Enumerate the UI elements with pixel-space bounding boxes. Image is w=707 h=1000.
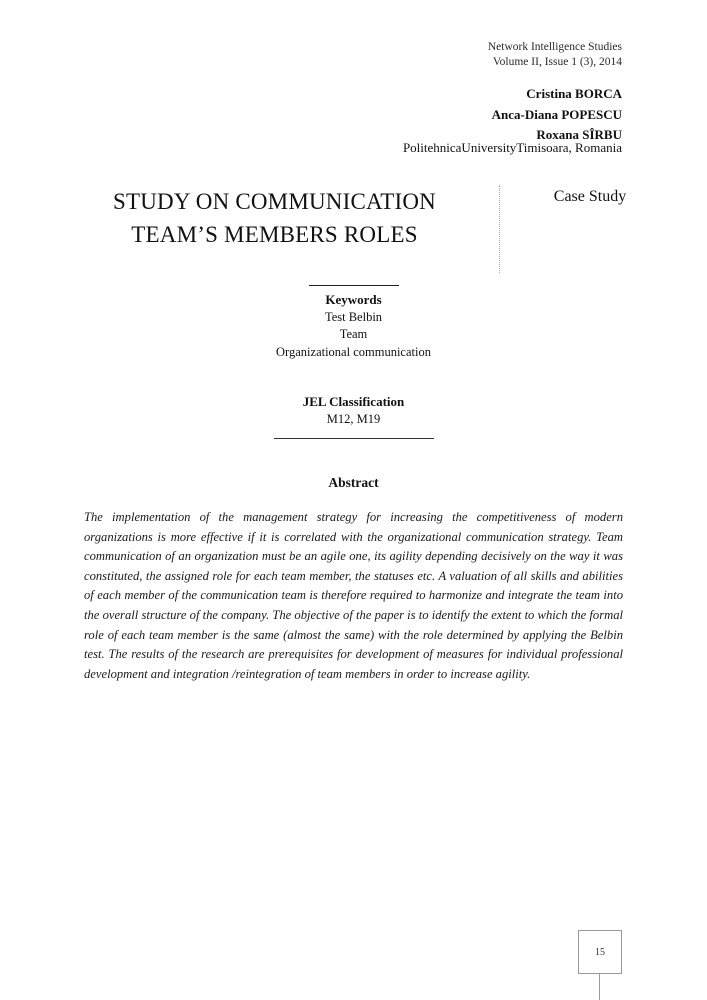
author-name: Cristina BORCA <box>526 86 622 101</box>
author-list <box>492 84 622 146</box>
keywords-divider <box>309 285 399 286</box>
abstract-heading: Abstract <box>328 475 379 490</box>
keyword-item: Test Belbin <box>324 309 383 324</box>
keywords-heading: Keywords <box>325 292 382 307</box>
keyword-item: Organizational communication <box>276 344 431 359</box>
keyword-item: Team <box>339 327 368 341</box>
journal-issue: Volume II, Issue 1 (3), 2014 <box>492 56 622 68</box>
author-name: Roxana SÎRBU <box>536 127 622 142</box>
jel-divider <box>274 438 434 439</box>
journal-name: Network Intelligence Studies <box>487 41 622 53</box>
article-title-line-1: STUDY ON COMMUNICATION <box>113 189 436 214</box>
journal-header <box>488 40 622 70</box>
keywords-block <box>0 285 707 361</box>
page-number-tail <box>599 974 600 1000</box>
author-name: Anca-Diana POPESCU <box>491 106 622 122</box>
page-number: 15 <box>595 946 605 958</box>
page-number-badge <box>578 930 622 974</box>
article-title-line-2: TEAM’S MEMBERS ROLES <box>131 222 418 247</box>
abstract-text: The implementation of the management strategy for increasing the competitiveness of modern organizations is more effective if it is correlated with the organizational communication strategy. Team communication of an organization must be an agile one, its agility depending decisively on the way it was constituted, the assigned role for each team member, the statuses etc. A valuation of all skills and abilities of each member of the communication team is therefore required to harmonize and integrate the team into the overall structure of the company. The objective of the paper is to identify the extent to which the formal role of each team member is the same (almost the same) with the role determined by applying the Belbin test. The results of the research are prerequisites for development of measures for individual professional development and integration /reintegration of team members in order to increase agility. <box>84 510 623 681</box>
jel-codes: M12, M19 <box>326 411 381 426</box>
article-title-block <box>60 185 500 273</box>
article-type-label: Case Study <box>553 188 627 205</box>
jel-heading: JEL Classification <box>302 394 405 409</box>
jel-block <box>0 393 707 439</box>
author-affiliation: PolitehnicaUniversityTimisoara, Romania <box>402 140 622 155</box>
